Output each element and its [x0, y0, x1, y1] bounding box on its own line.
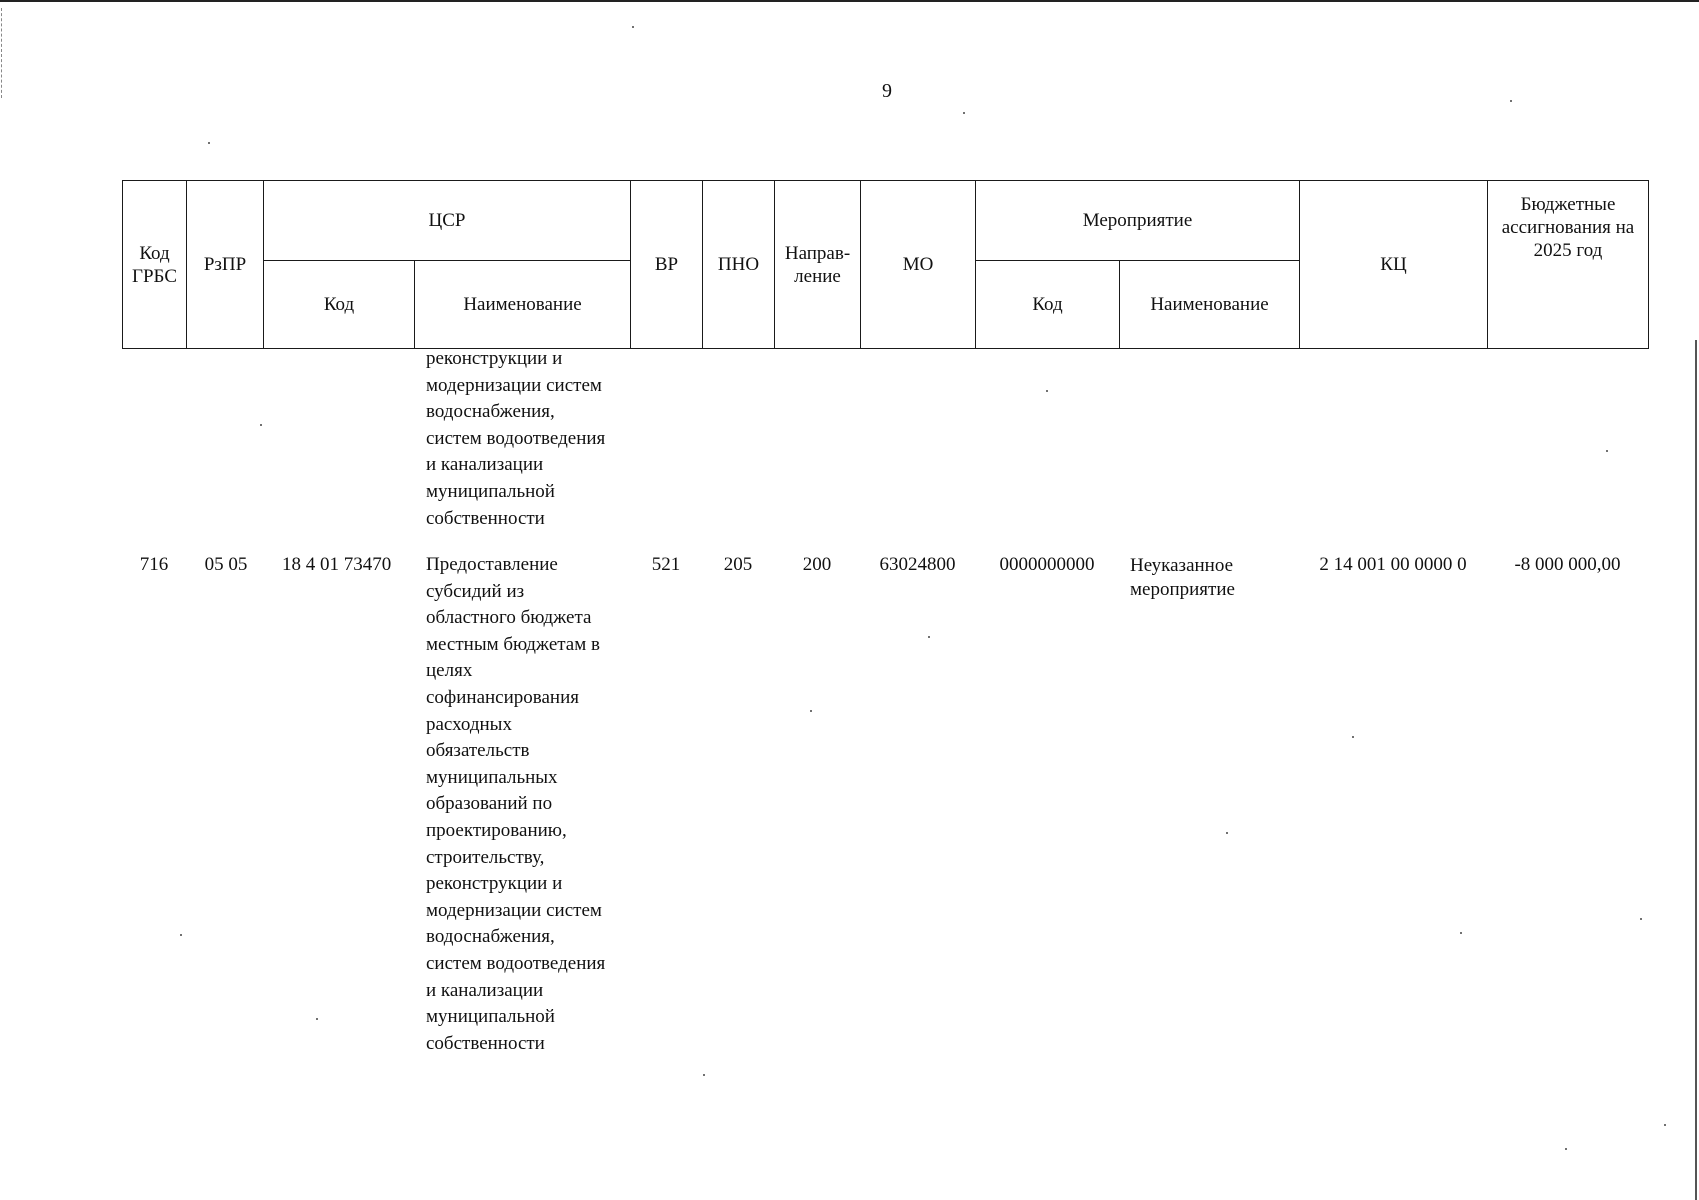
col-header-kc: КЦ	[1300, 181, 1488, 349]
cell-grbs: 716	[139, 554, 169, 575]
text-line: субсидий из	[426, 580, 525, 602]
cell-kc: 2 14 001 00 0000 0	[1319, 554, 1467, 575]
col-header-csr-code: Код	[264, 261, 415, 349]
scan-speck	[180, 934, 182, 936]
cell-event-name: Неуказанное мероприятие	[1130, 555, 1235, 600]
text-line: водоснабжения,	[426, 926, 555, 948]
col-header-mo: МО	[861, 181, 976, 349]
scan-speck	[208, 142, 210, 144]
text-line: муниципальной	[426, 480, 555, 502]
col-header-csr-name: Наименование	[415, 261, 631, 349]
scan-speck	[703, 1074, 705, 1076]
cell-csr-code: 18 4 01 73470	[282, 554, 392, 575]
scan-speck	[1664, 1124, 1666, 1126]
text-line: систем водоотведения	[426, 952, 606, 974]
right-scan-edge	[1695, 340, 1697, 1200]
cell-mo: 63024800	[879, 554, 956, 575]
scan-speck	[1565, 1148, 1567, 1150]
text-line: модернизации систем	[426, 374, 602, 396]
text-line: реконструкции и	[426, 348, 563, 369]
scan-speck	[260, 424, 262, 426]
text-line: целях	[426, 660, 473, 682]
continued-csr-name	[426, 346, 605, 532]
cell-vr: 521	[651, 554, 681, 575]
scan-speck	[1640, 918, 1642, 920]
col-header-csr: ЦСР	[264, 181, 631, 261]
scan-speck	[963, 112, 965, 114]
cell-event-code: 0000000000	[999, 554, 1095, 575]
table-header	[122, 180, 1649, 349]
scan-speck	[1606, 450, 1608, 452]
text-line: проектированию,	[426, 819, 567, 841]
text-line: водоснабжения,	[426, 401, 555, 423]
cell-rzpr: 05 05	[204, 554, 248, 575]
scan-speck	[810, 710, 812, 712]
cell-direction: 200	[802, 554, 832, 575]
text-line: строительству,	[426, 846, 545, 868]
scan-speck	[1046, 390, 1048, 392]
text-line: местным бюджетам в	[426, 633, 600, 655]
scan-speck	[1352, 736, 1354, 738]
text-line: модернизации систем	[426, 899, 602, 921]
scan-speck	[1226, 832, 1228, 834]
text-line: собственности	[426, 507, 545, 529]
text-line: муниципальных	[426, 766, 558, 788]
text-line: расходных	[426, 713, 512, 735]
text-line: систем водоотведения	[426, 427, 606, 449]
cell-pno: 205	[723, 554, 753, 575]
text-line: обязательств	[426, 740, 530, 762]
top-border-line	[0, 0, 1699, 2]
col-header-vr: ВР	[631, 181, 703, 349]
scan-speck	[632, 26, 634, 28]
scan-speck	[928, 636, 930, 638]
col-header-event-code: Код	[976, 261, 1120, 349]
col-header-event-name: Наименование	[1120, 261, 1300, 349]
text-line: реконструкции и	[426, 873, 563, 895]
text-line: софинансирования	[426, 686, 580, 708]
col-header-event: Мероприятие	[976, 181, 1300, 261]
col-header-grbs: Код ГРБС	[123, 181, 187, 349]
col-header-direction: Направ-ление	[775, 181, 861, 349]
text-line: областного бюджета	[426, 607, 592, 629]
col-header-budget: Бюджетные ассигнования на 2025 год	[1488, 181, 1649, 349]
text-line: муниципальной	[426, 1006, 555, 1028]
page-number: 9	[882, 80, 892, 102]
text-line: и канализации	[426, 979, 544, 1001]
cell-budget: -8 000 000,00	[1514, 554, 1621, 575]
text-line: собственности	[426, 1032, 545, 1054]
scan-speck	[1460, 932, 1462, 934]
col-header-pno: ПНО	[703, 181, 775, 349]
col-header-rzpr: РзПР	[187, 181, 264, 349]
cell-csr-name	[426, 552, 605, 1057]
text-line: и канализации	[426, 454, 544, 476]
text-line: образований по	[426, 793, 553, 815]
text-line: Предоставление	[426, 554, 558, 575]
left-scan-edge	[1, 8, 2, 98]
scan-speck	[316, 1018, 318, 1020]
scan-speck	[1510, 100, 1512, 102]
